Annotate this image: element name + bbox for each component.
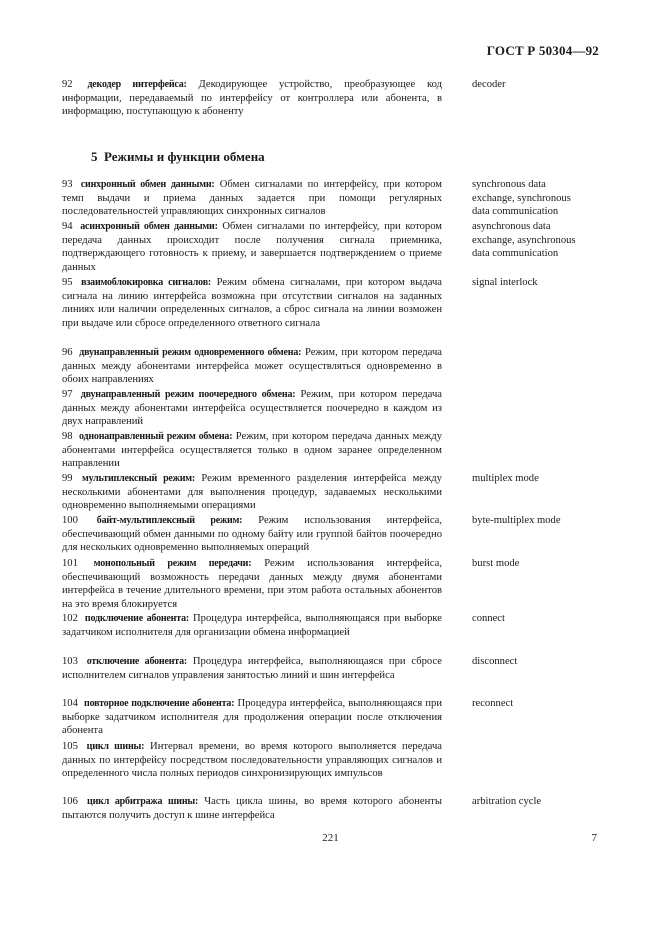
term-entry-92 <box>62 78 442 119</box>
equivalent-line: data communication <box>472 206 559 218</box>
sheet-number: 7 <box>591 832 597 844</box>
entry-number: 105 <box>62 741 78 752</box>
entry-definition: Режим, при котором передача данных между абонентами интерфейса осуществляется поочередно в каждом из двух направлений <box>62 389 442 428</box>
equivalent-104 <box>472 697 612 711</box>
section-number: 5 <box>91 149 98 164</box>
entry-number: 97 <box>62 389 73 400</box>
equivalent-line: asynchronous data <box>472 221 551 232</box>
equivalent-line: exchange, synchronous <box>472 192 571 204</box>
equivalent-100 <box>472 514 612 528</box>
entry-number: 95 <box>62 277 73 288</box>
entry-term: асинхронный обмен данными: <box>80 221 218 232</box>
entry-term: байт-мультиплексный режим: <box>96 515 243 526</box>
equivalent-line: burst mode <box>472 558 520 569</box>
entry-number: 93 <box>62 179 73 190</box>
entry-definition: Часть цикла шины, во время которого абоненты пытаются получить доступ к шине интерфейса <box>62 796 442 821</box>
entry-number: 92 <box>62 79 73 90</box>
entry-term: отключение абонента: <box>86 656 188 667</box>
equivalent-line: data communication <box>472 248 559 260</box>
term-entry-104 <box>62 697 442 738</box>
entry-definition: Режим, при котором передача данных между абонентами интерфейса осуществляется только в одном заранее определенном направлении <box>62 431 442 470</box>
entry-number: 98 <box>62 431 73 442</box>
term-entry-106 <box>62 795 442 822</box>
entry-term: цикл арбитража шины: <box>87 796 199 807</box>
section-title <box>91 149 265 165</box>
entry-number: 99 <box>62 473 73 484</box>
entry-number: 100 <box>62 515 78 526</box>
entry-term: двунаправленный режим поочередного обмена: <box>80 389 296 400</box>
entry-number: 94 <box>62 221 73 232</box>
equivalent-93 <box>472 178 612 219</box>
equivalent-line: signal interlock <box>472 277 538 288</box>
term-entry-93 <box>62 178 442 219</box>
equivalent-102 <box>472 612 612 626</box>
term-entry-103 <box>62 655 442 682</box>
term-entry-95 <box>62 276 442 330</box>
entry-term: взаимоблокировка сигналов: <box>81 277 212 288</box>
entry-definition: Интервал времени, во время которого выполняется передача данных по интерфейсу посредством последовательности управляющих сигналов и определенного числа полных периодов синхронизирующих импульсов <box>62 741 442 780</box>
entry-definition: Обмен сигналами по интерфейсу, при котором темп выдачи и приема данных задается при помощи регулярных последовательностей управляющих синхронных сигналов <box>62 179 442 218</box>
equivalent-line: disconnect <box>472 656 518 667</box>
entry-number: 96 <box>62 347 73 358</box>
page-number: 221 <box>322 832 339 844</box>
equivalent-106 <box>472 795 612 809</box>
term-entry-101 <box>62 557 442 611</box>
equivalent-101 <box>472 557 612 571</box>
equivalent-99 <box>472 472 612 486</box>
term-entry-94 <box>62 220 442 274</box>
equivalent-103 <box>472 655 612 669</box>
entry-definition: Декодирующее устройство, преобразующее код информации, передаваемый по интерфейсу от контроллера или абонента, в информацию, поступающую к абоненту <box>62 79 442 118</box>
equivalent-line: connect <box>472 613 505 624</box>
entry-definition: Режим использования интерфейса, обеспечивающий возможность передачи данных между двумя абонентами интерфейса в течение длительного времени, при этом работа остальных абонентов на это время блокируется <box>62 558 442 610</box>
entry-definition: Процедура интерфейса, выполняющаяся при сбросе исполнителем сигналов управления занятостью линий и шин интерфейса <box>62 656 442 681</box>
entry-definition: Режим, при котором передача данных между абонентами интерфейса может осуществляться одновременно в обоих направлениях <box>62 347 442 386</box>
term-entry-99 <box>62 472 442 513</box>
entry-definition: Режим временного разделения интерфейса между несколькими абонентами для выполнения процедур, задаваемых несколькими одновременно выполняемыми операциями <box>62 473 442 512</box>
term-entry-98 <box>62 430 442 471</box>
entry-definition: Обмен сигналами по интерфейсу, при котором передача данных происходит после получения сигнала приемника, подтверждающего готовность к приему, и завершается подтверждением о приеме данных <box>62 221 442 273</box>
term-entry-105 <box>62 740 442 781</box>
entry-term: синхронный обмен данными: <box>80 179 215 190</box>
entry-number: 106 <box>62 796 78 807</box>
entry-definition: Процедура интерфейса, выполняющаяся при выборке задатчиком исполнителя для продолжения операции после отключения абонента <box>62 698 443 737</box>
entry-number: 104 <box>62 698 78 709</box>
entry-term: мультиплексный режим: <box>81 473 196 484</box>
entry-definition: Режим использования интерфейса, обеспечивающий обмен данными по одному байту или группой байтов поочередно для нескольких одновременно выполняемых операций <box>62 515 443 554</box>
term-entry-100 <box>62 514 442 555</box>
entry-number: 102 <box>62 613 78 624</box>
term-entry-102 <box>62 612 442 639</box>
entry-definition: Процедура интерфейса, выполняющаяся при выборке задатчиком исполнителя для организации обмена информацией <box>62 613 442 638</box>
equivalent-line: byte-multiplex mode <box>472 515 561 526</box>
term-entry-97 <box>62 388 442 429</box>
entry-term: однонаправленный режим обмена: <box>79 431 233 442</box>
entry-number: 103 <box>62 656 78 667</box>
equivalent-94 <box>472 220 612 261</box>
entry-term: декодер интерфейса: <box>87 79 187 90</box>
term-entry-96 <box>62 346 442 387</box>
entry-number: 101 <box>62 558 78 569</box>
standard-header: ГОСТ Р 50304—92 <box>486 43 599 58</box>
entry-term: цикл шины: <box>86 741 145 752</box>
equivalent-95 <box>472 276 612 290</box>
equivalent-line: decoder <box>472 79 506 90</box>
section-title-text: Режимы и функции обмена <box>104 149 265 164</box>
equivalent-line: synchronous data <box>472 179 546 190</box>
entry-term: монопольный режим передачи: <box>93 558 252 569</box>
entry-term: подключение абонента: <box>84 613 189 624</box>
equivalent-line: reconnect <box>472 698 514 709</box>
equivalent-line: multiplex mode <box>472 473 539 484</box>
equivalent-92 <box>472 78 612 92</box>
entry-term: двунаправленный режим одновременного обмена: <box>79 347 302 358</box>
entry-definition: Режим обмена сигналами, при котором выдача сигнала на линию интерфейса возможна при отсутствии сигналов на заданных линиях или наличии определенных сигналов, а сброс сигнала на линии возможен при выдаче или сбросе определенного ответного сигнала <box>62 277 443 329</box>
equivalent-line: arbitration cycle <box>472 796 542 807</box>
equivalent-line: exchange, asynchronous <box>472 234 576 246</box>
entry-term: повторное подключение абонента: <box>84 698 235 709</box>
